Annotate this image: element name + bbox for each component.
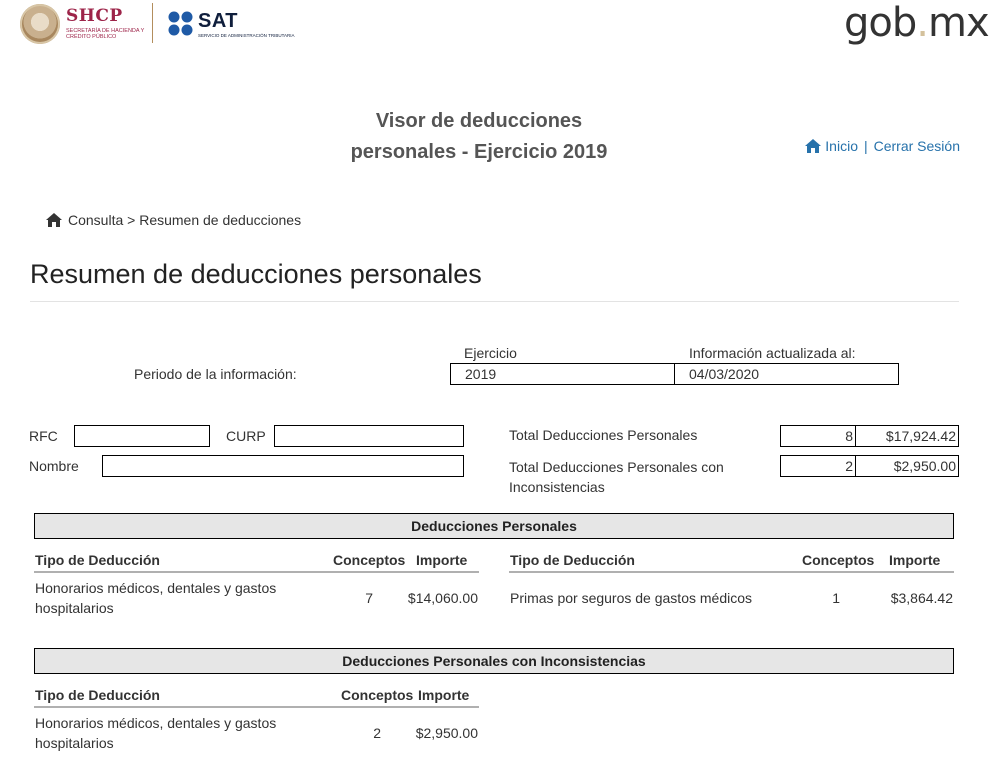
title-divider (30, 301, 959, 302)
shcp-logo-text: SHCP (66, 6, 123, 26)
inconsistencias-row-tipo-line2: hospitalarios (35, 735, 114, 751)
app-title (330, 106, 628, 168)
total-inconsistencias-label-line2: Inconsistencias (509, 479, 605, 495)
periodo-label: Periodo de la información: (134, 366, 297, 382)
home-icon[interactable] (805, 139, 821, 153)
sat-logo-text: SAT (198, 10, 239, 32)
inconsistencias-row-tipo-line1: Honorarios médicos, dentales y gastos (35, 715, 277, 731)
total-inconsistencias-label (509, 457, 724, 497)
home-icon[interactable] (46, 213, 62, 227)
curp-field (274, 425, 464, 447)
shcp-logo-subtext: SECRETARÍA DE HACIENDA Y CRÉDITO PÚBLICO (66, 28, 145, 40)
app-title-line2: personales - Ejercicio 2019 (350, 141, 608, 163)
table-row (35, 713, 276, 753)
total-inconsistencias-label-line1: Total Deducciones Personales con (509, 459, 724, 475)
inconsistencias-header-tipo: Tipo de Deducción (35, 687, 160, 703)
deducciones-left-row-tipo-line1: Honorarios médicos, dentales y gastos (35, 580, 277, 596)
deducciones-right-row-tipo: Primas por seguros de gastos médicos (510, 590, 752, 606)
table-row (35, 578, 276, 618)
breadcrumb-text: Consulta > Resumen de deducciones (68, 212, 302, 228)
sat-logo-subtext: SERVICIO DE ADMINISTRACIÓN TRIBUTARIA (198, 33, 295, 38)
top-nav (805, 138, 960, 154)
total-deducciones-label: Total Deducciones Personales (509, 427, 698, 443)
gobmx-logo-dot: . (916, 0, 928, 46)
gobmx-logo-right: mx (927, 0, 989, 46)
breadcrumb (46, 212, 301, 228)
deducciones-left-header-importe: Importe (416, 552, 468, 568)
deducciones-left-row-importe: $14,060.00 (407, 590, 478, 606)
inconsistencias-section-header: Deducciones Personales con Inconsistencias (34, 648, 954, 674)
deducciones-left-header-conceptos: Conceptos (333, 552, 406, 568)
ejercicio-field: 2019 (450, 363, 675, 385)
total-deducciones-count: 8 (780, 425, 856, 447)
inconsistencias-header-importe: Importe (418, 687, 470, 703)
page-title: Resumen de deducciones personales (30, 259, 482, 289)
curp-label: CURP (226, 428, 266, 444)
total-deducciones-amount: $17,924.42 (855, 425, 959, 447)
gobmx-logo[interactable] (844, 0, 989, 46)
logo-divider (152, 3, 153, 43)
ejercicio-label: Ejercicio (464, 345, 517, 361)
deducciones-right-header-importe: Importe (889, 552, 941, 568)
actualizada-label: Información actualizada al: (689, 345, 856, 361)
deducciones-right-header-conceptos: Conceptos (802, 552, 875, 568)
deducciones-left-header-rule (34, 571, 479, 573)
logout-link[interactable]: Cerrar Sesión (873, 138, 960, 154)
inconsistencias-header-conceptos: Conceptos (341, 687, 414, 703)
app-title-line1: Visor de deducciones (375, 110, 583, 132)
gobmx-logo-left: gob (844, 0, 917, 46)
total-inconsistencias-amount: $2,950.00 (855, 455, 959, 477)
deducciones-right-header-tipo: Tipo de Deducción (510, 552, 635, 568)
deducciones-section-header: Deducciones Personales (34, 513, 954, 539)
sat-logo-icon (167, 10, 195, 38)
deducciones-left-row-conceptos: 7 (365, 590, 373, 606)
deducciones-right-row-conceptos: 1 (832, 590, 840, 606)
home-link[interactable]: Inicio (825, 138, 858, 154)
nombre-field (102, 455, 464, 477)
shcp-seal-logo (20, 4, 60, 44)
nombre-label: Nombre (29, 458, 79, 474)
inconsistencias-row-conceptos: 2 (373, 725, 381, 741)
nav-separator: | (863, 138, 868, 154)
actualizada-field: 04/03/2020 (674, 363, 899, 385)
deducciones-right-row-importe: $3,864.42 (890, 590, 953, 606)
deducciones-left-row-tipo-line2: hospitalarios (35, 600, 114, 616)
deducciones-left-header-tipo: Tipo de Deducción (35, 552, 160, 568)
total-inconsistencias-count: 2 (780, 455, 856, 477)
rfc-field (74, 425, 210, 447)
rfc-label: RFC (29, 428, 58, 444)
inconsistencias-header-rule (34, 706, 479, 708)
deducciones-right-header-rule (509, 571, 954, 573)
inconsistencias-row-importe: $2,950.00 (415, 725, 478, 741)
